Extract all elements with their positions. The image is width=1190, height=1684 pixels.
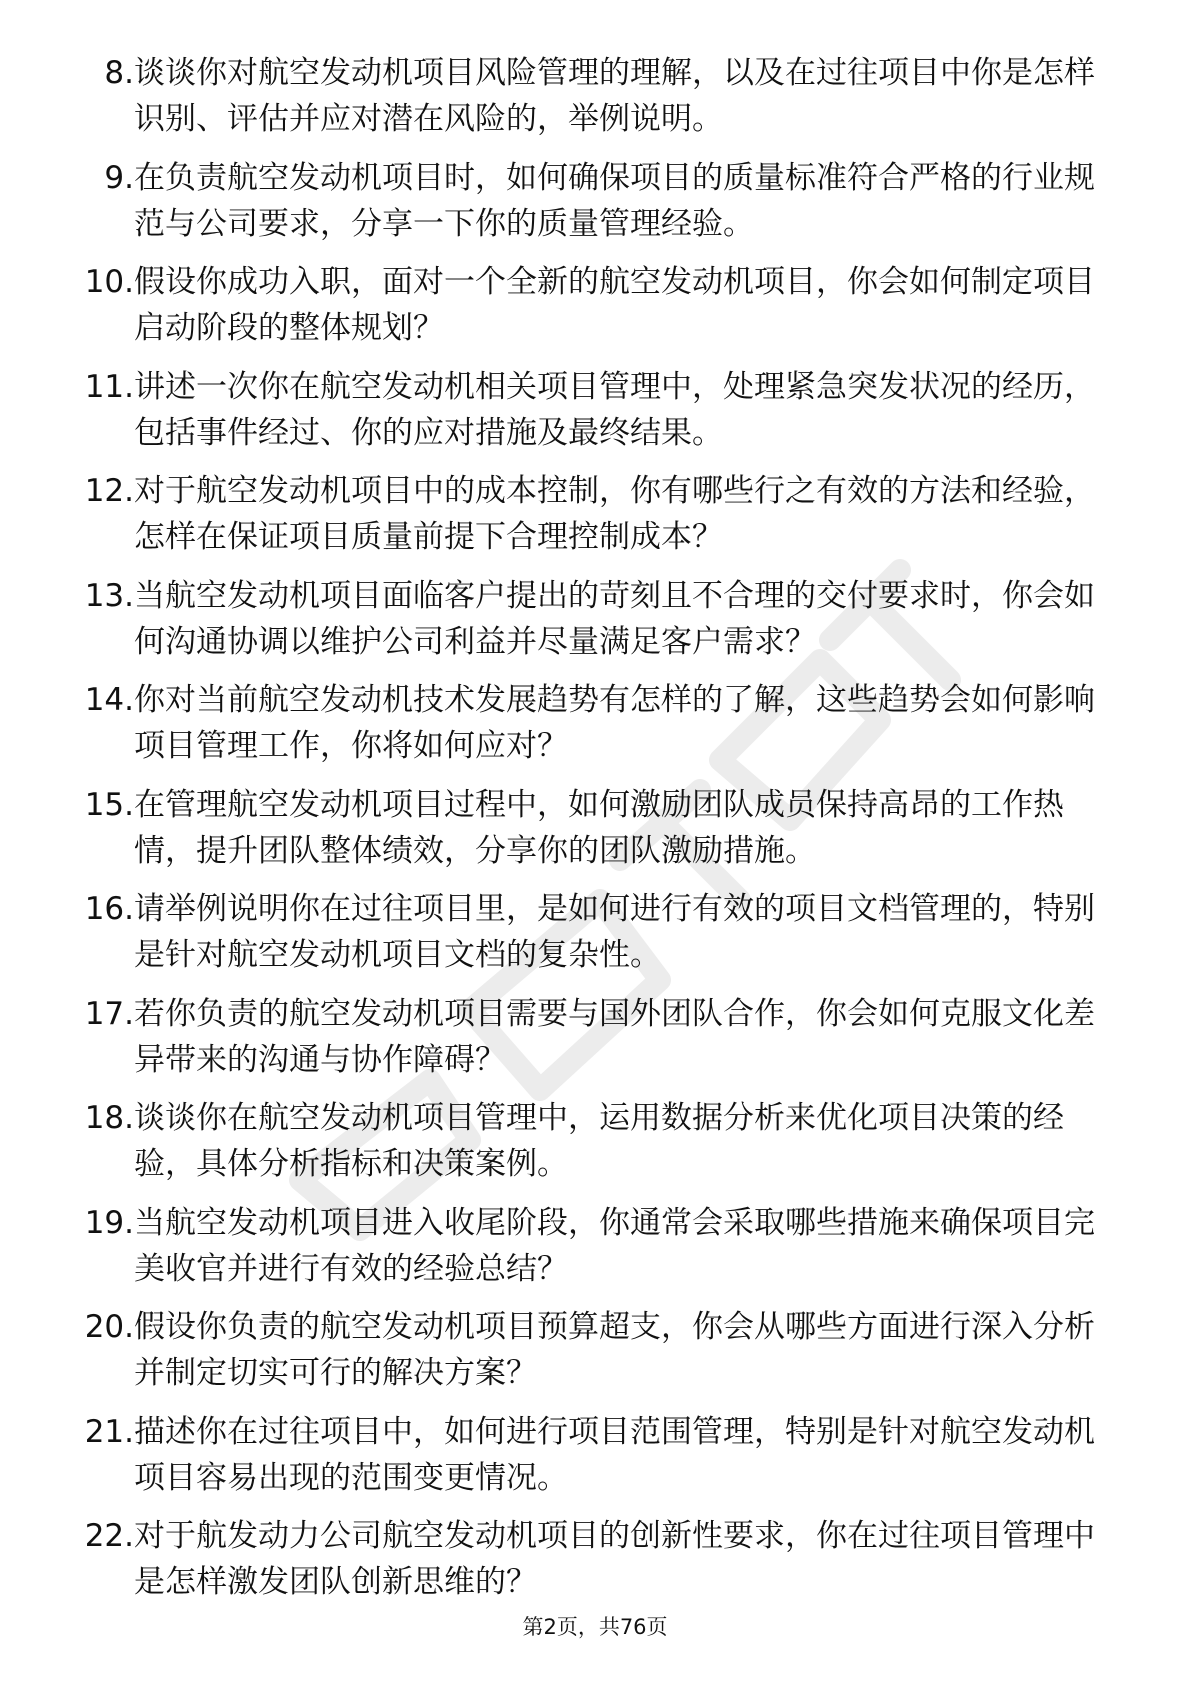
question-number: 18. (84, 1100, 134, 1136)
question-item-8 (0, 50, 1190, 155)
question-item-10 (0, 259, 1190, 364)
question-item-9 (0, 155, 1190, 260)
question-text: 讲述一次你在航空发动机相关项目管理中，处理紧急突发状况的经历，包括事件经过、你的应对措施及最终结果。 (134, 368, 1095, 451)
question-number: 20. (84, 1309, 134, 1345)
question-text: 对于航空发动机项目中的成本控制，你有哪些行之有效的方法和经验，怎样在保证项目质量前提下合理控制成本？ (134, 473, 1095, 555)
question-item-11 (0, 364, 1190, 469)
question-number: 11. (84, 368, 134, 405)
question-item-14 (0, 677, 1190, 782)
question-item-12 (0, 468, 1190, 573)
question-text: 当航空发动机项目进入收尾阶段，你通常会采取哪些措施来确保项目完美收官并进行有效的经验总结？ (134, 1204, 1095, 1287)
question-item-18 (0, 1095, 1190, 1200)
question-number: 19. (84, 1204, 134, 1241)
question-number: 22. (84, 1518, 134, 1554)
question-number: 8. (104, 55, 134, 91)
question-text: 在管理航空发动机项目过程中，如何激励团队成员保持高昂的工作热情，提升团队整体绩效，分享你的团队激励措施。 (134, 786, 1064, 869)
question-text: 当航空发动机项目面临客户提出的苛刻且不合理的交付要求时，你会如何沟通协调以维护公司利益并尽量满足客户需求？ (134, 577, 1095, 660)
question-item-15 (0, 782, 1190, 887)
question-text: 谈谈你在航空发动机项目管理中，运用数据分析来优化项目决策的经验，具体分析指标和决策案例。 (134, 1100, 1064, 1182)
question-text: 谈谈你对航空发动机项目风险管理的理解，以及在过往项目中你是怎样识别、评估并应对潜在风险的，举例说明。 (134, 55, 1095, 137)
question-item-13 (0, 573, 1190, 678)
question-text: 假设你成功入职，面对一个全新的航空发动机项目，你会如何制定项目启动阶段的整体规划？ (134, 264, 1095, 346)
question-item-22 (0, 1513, 1190, 1618)
question-number: 17. (84, 995, 134, 1032)
question-text: 在负责航空发动机项目时，如何确保项目的质量标准符合严格的行业规范与公司要求，分享一下你的质量管理经验。 (134, 159, 1095, 242)
question-item-20 (0, 1304, 1190, 1409)
question-number: 15. (84, 786, 134, 823)
question-number: 9. (104, 159, 134, 196)
question-text: 描述你在过往项目中，如何进行项目范围管理，特别是针对航空发动机项目容易出现的范围变更情况。 (134, 1413, 1095, 1496)
question-item-21 (0, 1409, 1190, 1514)
page-number-footer: 第2页，共76页 (522, 1615, 668, 1639)
question-text: 假设你负责的航空发动机项目预算超支，你会从哪些方面进行深入分析并制定切实可行的解决方案？ (134, 1309, 1095, 1391)
question-item-19 (0, 1200, 1190, 1305)
question-item-16 (0, 886, 1190, 991)
question-text: 若你负责的航空发动机项目需要与国外团队合作，你会如何克服文化差异带来的沟通与协作障碍？ (134, 995, 1095, 1078)
question-number: 14. (84, 682, 134, 718)
question-number: 16. (84, 891, 134, 927)
question-text: 对于航发动力公司航空发动机项目的创新性要求，你在过往项目管理中是怎样激发团队创新思维的？ (134, 1518, 1095, 1600)
question-number: 13. (84, 577, 134, 614)
question-item-17 (0, 991, 1190, 1096)
question-text: 你对当前航空发动机技术发展趋势有怎样的了解，这些趋势会如何影响项目管理工作，你将如何应对？ (134, 682, 1095, 764)
question-number: 10. (84, 264, 134, 300)
question-list (0, 50, 1190, 1618)
question-number: 21. (84, 1413, 134, 1450)
question-number: 12. (84, 473, 134, 509)
question-text: 请举例说明你在过往项目里，是如何进行有效的项目文档管理的，特别是针对航空发动机项目文档的复杂性。 (134, 891, 1095, 973)
